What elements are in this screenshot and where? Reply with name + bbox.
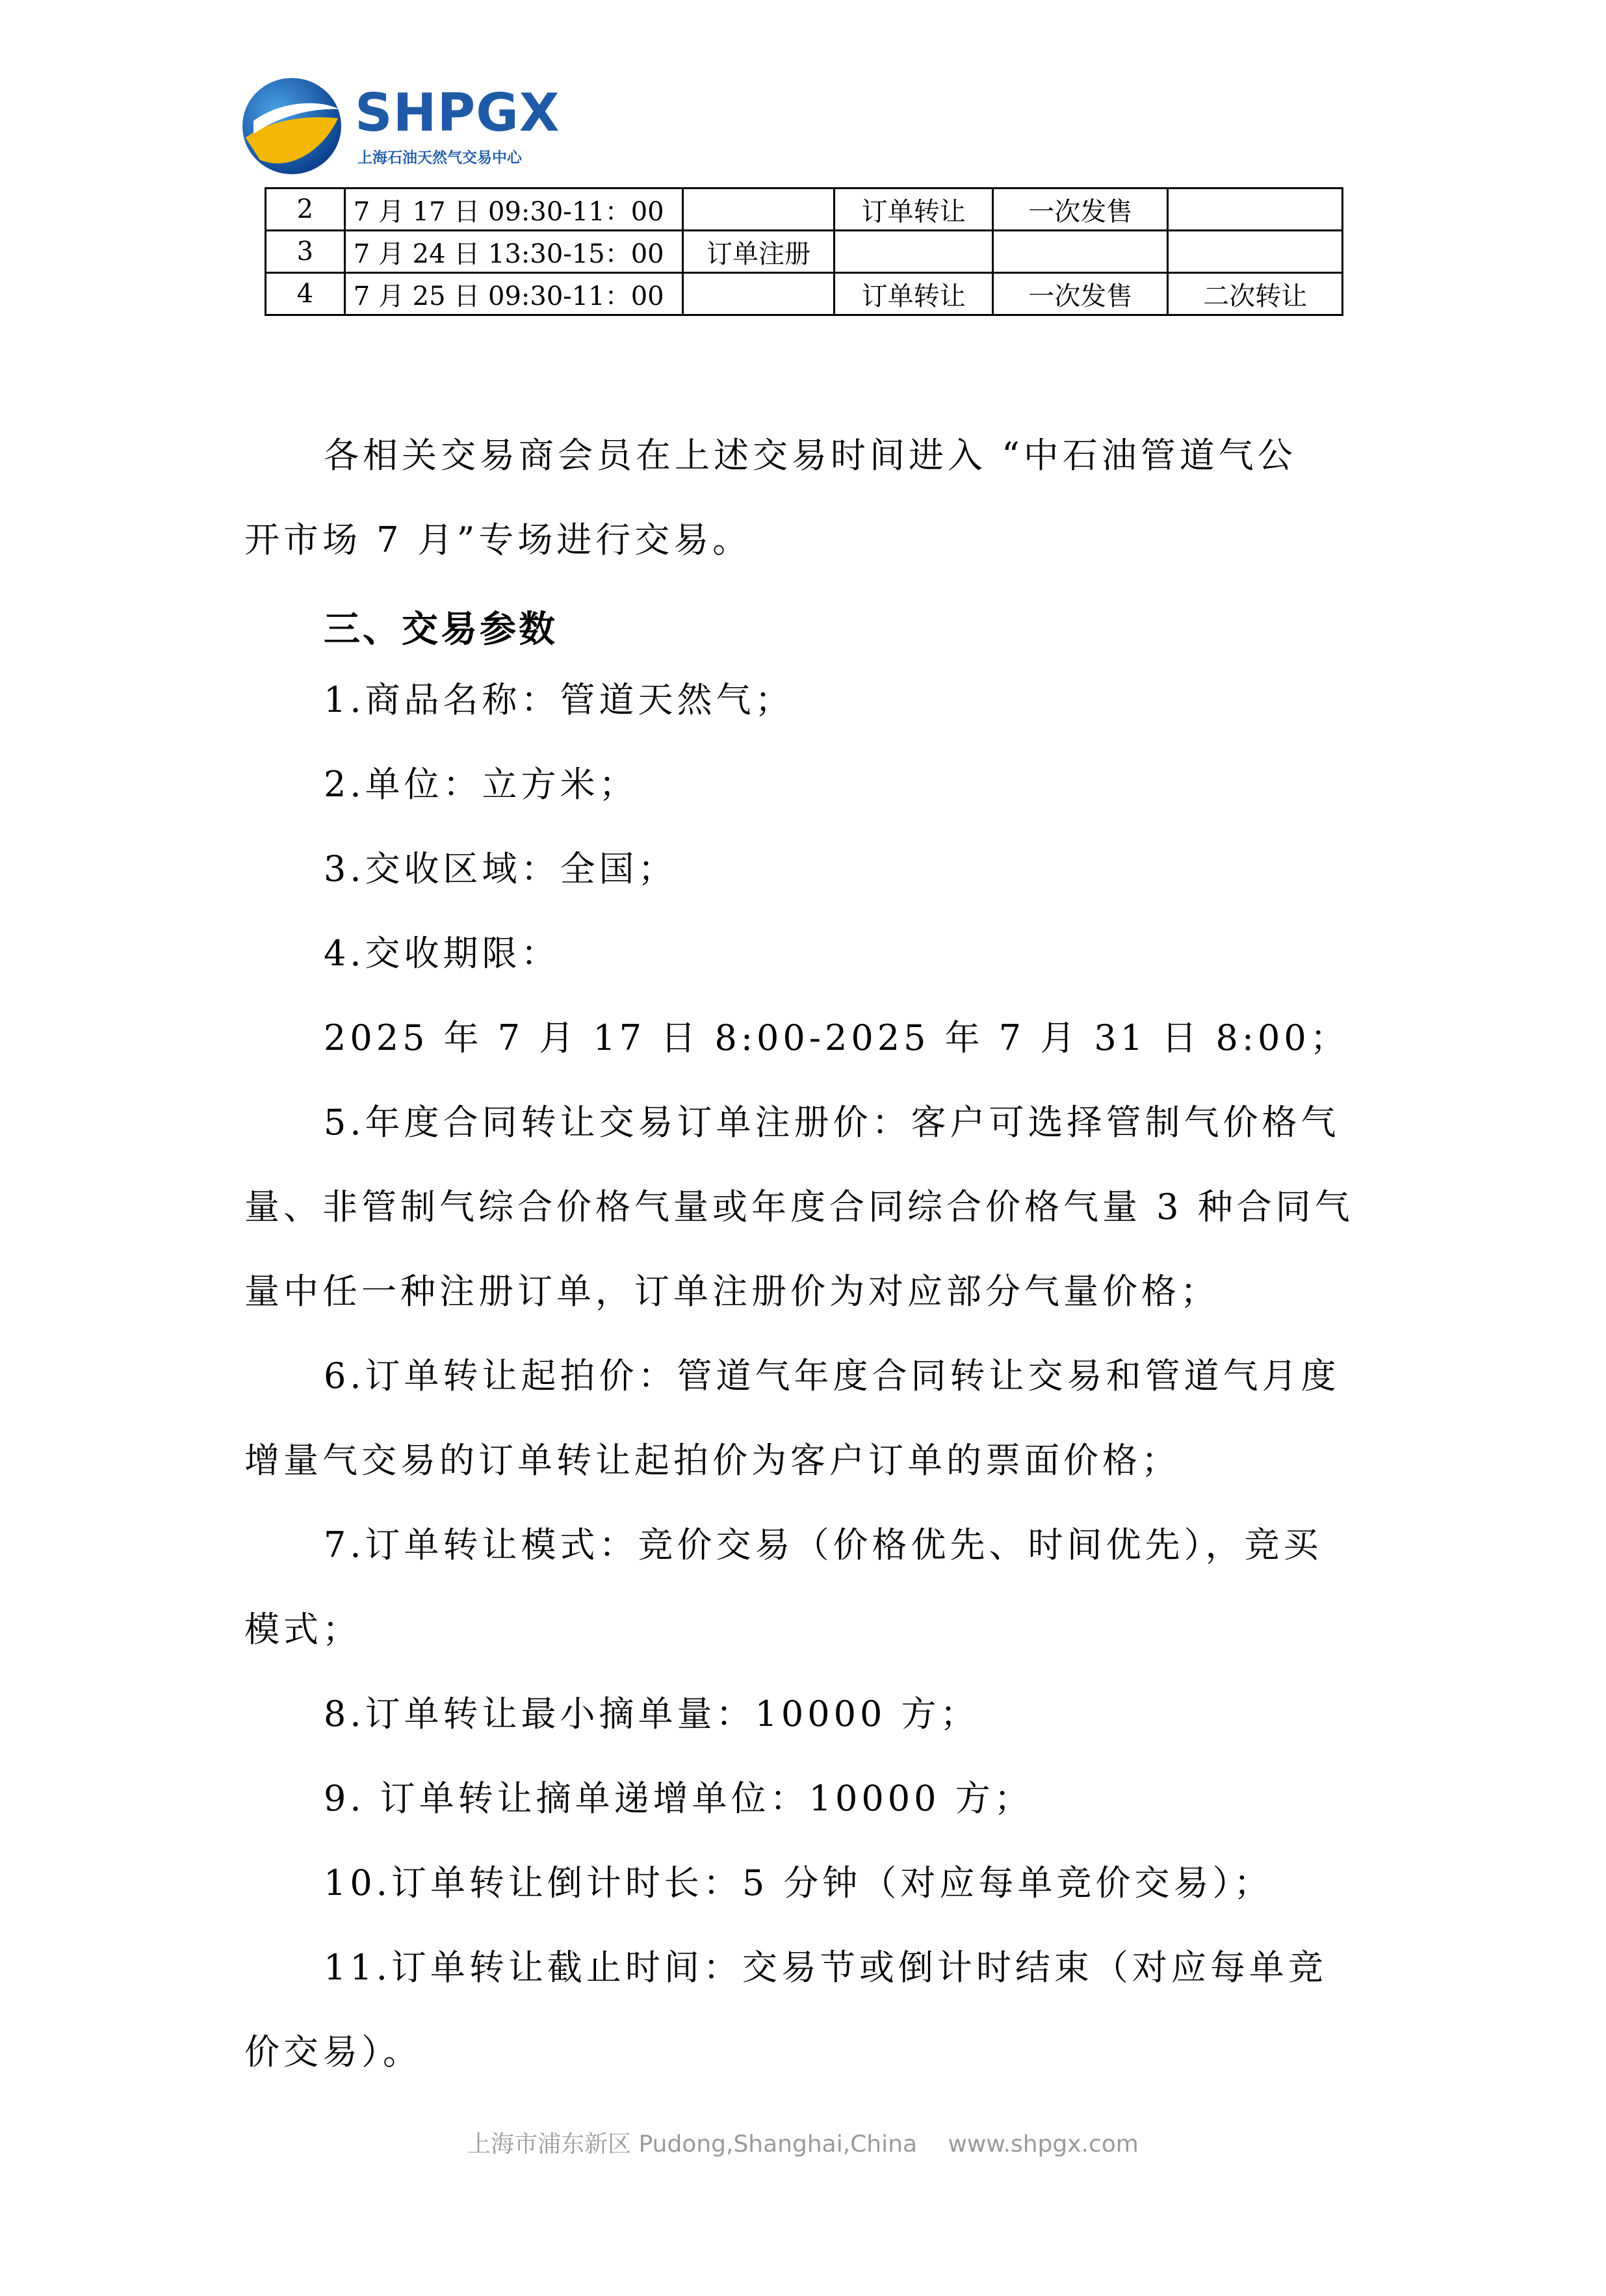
intro-paragraph-line1: 各相关交易商会员在上述交易时间进入 “中石油管道气公 [324, 435, 1297, 476]
logo-subtitle: 上海石油天然气交易中心 [357, 150, 522, 166]
section-heading-trading-params: 三、交易参数 [324, 608, 558, 651]
param-item-5-line2: 量、非管制气综合价格气量或年度合同综合价格气量 3 种合同气 [244, 1186, 1354, 1227]
param-item-5-line1: 5.年度合同转让交易订单注册价：客户可选择管制气价格气 [324, 1102, 1340, 1143]
param-item-10: 10.订单转让倒计时长：5 分钟（对应每单竞价交易）； [324, 1862, 1273, 1903]
order-register-cell: 订单注册 [683, 231, 835, 273]
trading-time: 7 月 17 日 09:30-11：00 [344, 189, 682, 231]
page-footer [0, 2126, 1606, 2159]
param-item-6-line2: 增量气交易的订单转让起拍价为客户订单的票面价格； [244, 1440, 1180, 1481]
second-transfer-cell: 二次转让 [1168, 273, 1343, 315]
row-number: 4 [266, 273, 345, 315]
footer-address: 上海市浦东新区 Pudong,Shanghai,China [467, 2131, 918, 2158]
param-item-8: 8.订单转让最小摘单量：10000 方； [324, 1693, 979, 1734]
second-transfer-cell [1168, 231, 1343, 273]
first-sale-cell: 一次发售 [993, 273, 1168, 315]
table-row [266, 273, 1343, 315]
table-row [266, 231, 1343, 273]
row-number: 3 [266, 231, 345, 273]
param-item-1: 1.商品名称：管道天然气； [324, 679, 794, 720]
param-item-7-line2: 模式； [244, 1609, 361, 1650]
second-transfer-cell [1168, 189, 1343, 231]
first-sale-cell [993, 231, 1168, 273]
trading-time: 7 月 24 日 13:30-15：00 [344, 231, 682, 273]
shpgx-logo [240, 75, 560, 179]
param-item-7-line1: 7.订单转让模式：竞价交易（价格优先、时间优先），竞买 [324, 1524, 1323, 1565]
param-item-6-line1: 6.订单转让起拍价：管道气年度合同转让交易和管道气月度 [324, 1355, 1340, 1396]
order-transfer-cell [834, 231, 993, 273]
shpgx-logo-mark-icon [240, 75, 343, 176]
trading-schedule-table [265, 187, 1343, 316]
footer-website: www.shpgx.com [948, 2131, 1139, 2158]
param-item-11-line2: 价交易）。 [244, 2031, 422, 2072]
order-transfer-cell: 订单转让 [834, 189, 993, 231]
first-sale-cell: 一次发售 [993, 189, 1168, 231]
intro-paragraph-line2: 开市场 7 月”专场进行交易。 [244, 519, 752, 560]
row-number: 2 [266, 189, 345, 231]
param-item-5-line3: 量中任一种注册订单，订单注册价为对应部分气量价格； [244, 1271, 1219, 1312]
param-item-9: 9. 订单转让摘单递增单位：10000 方； [324, 1778, 1033, 1819]
order-transfer-cell: 订单转让 [834, 273, 993, 315]
param-item-3: 3.交收区域：全国； [324, 848, 677, 889]
trading-time: 7 月 25 日 09:30-11：00 [344, 273, 682, 315]
logo-wordmark: SHPGX [355, 83, 560, 143]
param-item-2: 2.单位：立方米； [324, 764, 638, 805]
table-row [266, 189, 1343, 231]
param-item-11-line1: 11.订单转让截止时间：交易节或倒计时结束（对应每单竞 [324, 1947, 1327, 1988]
order-register-cell [683, 189, 835, 231]
order-register-cell [683, 273, 835, 315]
param-item-4-value: 2025 年 7 月 17 日 8:00-2025 年 7 月 31 日 8:00； [324, 1017, 1349, 1058]
param-item-4: 4.交收期限： [324, 933, 560, 974]
